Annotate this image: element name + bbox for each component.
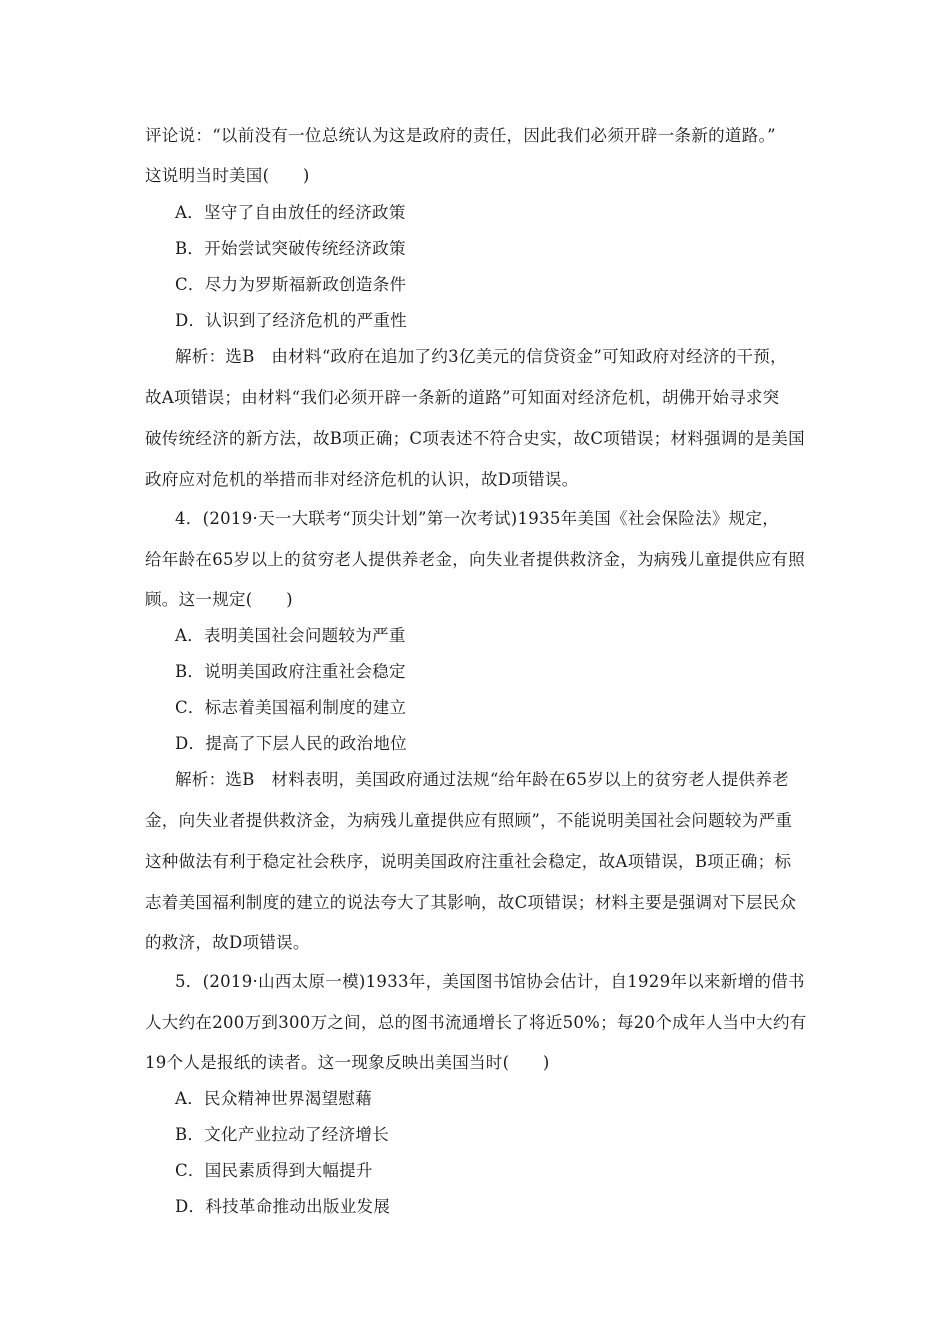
q4-option-d: D．提高了下层人民的政治地位 xyxy=(175,734,407,753)
q4-option-b: B．说明美国政府注重社会稳定 xyxy=(175,662,406,681)
q3-option-d: D．认识到了经济危机的严重性 xyxy=(175,311,407,330)
q3-stem-line-1: 评论说：“以前没有一位总统认为这是政府的责任，因此我们必须开辟一条新的道路。” xyxy=(145,126,776,145)
q3-option-a: A．坚守了自由放任的经济政策 xyxy=(175,203,406,222)
q5-option-a: A．民众精神世界渴望慰藉 xyxy=(175,1089,373,1108)
q4-analysis-line-5: 的救济，故D项错误。 xyxy=(145,933,310,952)
q4-analysis-line-4: 志着美国福利制度的建立的说法夸大了其影响，故C项错误；材料主要是强调对下层民众 xyxy=(145,893,797,912)
q5-option-d: D．科技革命推动出版业发展 xyxy=(175,1197,391,1216)
q5-option-b: B．文化产业拉动了经济增长 xyxy=(175,1125,390,1144)
q3-analysis-line-2: 故A项错误；由材料“我们必须开辟一条新的道路”可知面对经济危机，胡佛开始寻求突 xyxy=(145,388,780,407)
q5-stem-line-2: 人大约在200万到300万之间，总的图书流通增长了将近50%；每20个成年人当中大约有 xyxy=(145,1013,807,1032)
q4-stem-line-2: 给年龄在65岁以上的贫穷老人提供养老金，向失业者提供救济金，为病残儿童提供应有照 xyxy=(145,550,805,569)
q5-stem-line-3: 19个人是报纸的读者。这一现象反映出美国当时( ) xyxy=(145,1053,550,1072)
q3-stem-line-2: 这说明当时美国( ) xyxy=(145,166,310,185)
q4-analysis-line-1: 解析：选B 材料表明，美国政府通过法规“给年龄在65岁以上的贫穷老人提供养老 xyxy=(175,770,789,789)
q4-stem-line-1: 4．(2019·天一大联考“顶尖计划”第一次考试)1935年美国《社会保险法》规定， xyxy=(175,509,780,528)
q4-analysis-line-3: 这种做法有利于稳定社会秩序，说明美国政府注重社会稳定，故A项错误，B项正确；标 xyxy=(145,852,792,871)
q5-stem-line-1: 5．(2019·山西太原一模)1933年，美国图书馆协会估计，自1929年以来新增的借书 xyxy=(175,972,805,991)
q4-option-a: A．表明美国社会问题较为严重 xyxy=(175,626,406,645)
q3-option-c: C．尽力为罗斯福新政创造条件 xyxy=(175,275,407,294)
q5-option-c: C．国民素质得到大幅提升 xyxy=(175,1161,373,1180)
q4-analysis-line-2: 金，向失业者提供救济金，为病残儿童提供应有照顾”，不能说明美国社会问题较为严重 xyxy=(145,811,793,830)
q4-option-c: C．标志着美国福利制度的建立 xyxy=(175,698,407,717)
q3-option-b: B．开始尝试突破传统经济政策 xyxy=(175,239,406,258)
q3-analysis-line-1: 解析：选B 由材料“政府在追加了约3亿美元的信贷资金”可知政府对经济的干预， xyxy=(175,347,787,366)
q4-stem-line-3: 顾。这一规定( ) xyxy=(145,590,293,609)
q3-analysis-line-3: 破传统经济的新方法，故B项正确；C项表述不符合史实，故C项错误；材料强调的是美国 xyxy=(145,429,805,448)
q3-analysis-line-4: 政府应对危机的举措而非对经济危机的认识，故D项错误。 xyxy=(145,470,579,489)
